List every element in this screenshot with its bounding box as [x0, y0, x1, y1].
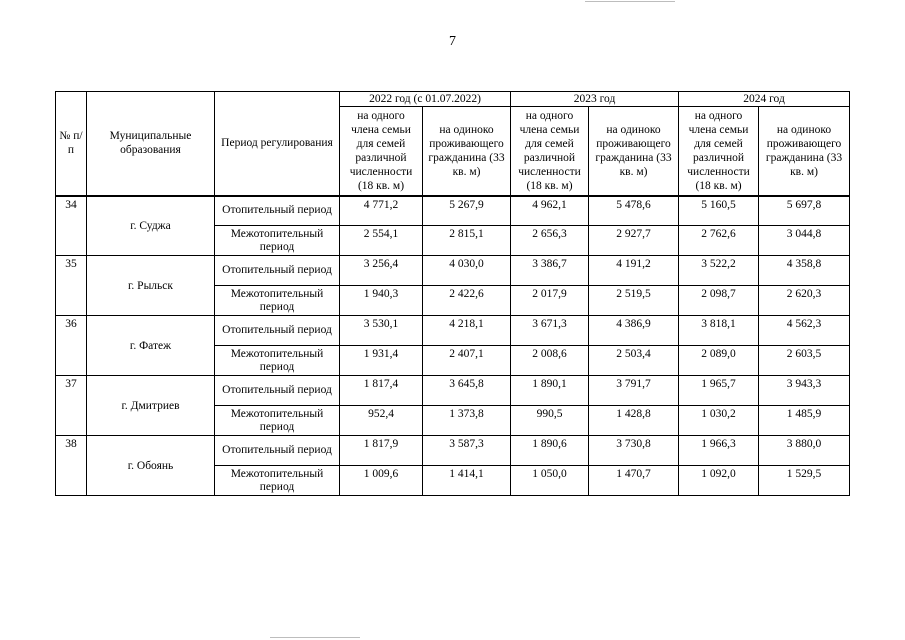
row-period: Отопительный период	[215, 256, 340, 286]
row-municipality: г. Рыльск	[87, 256, 215, 316]
row-value: 2 098,7	[679, 286, 759, 316]
header-municipality: Муниципальные образования	[87, 92, 215, 196]
row-value: 3 671,3	[511, 316, 589, 346]
row-municipality: г. Суджа	[87, 196, 215, 256]
row-value: 5 160,5	[679, 196, 759, 226]
row-period: Межотопительный период	[215, 466, 340, 496]
header-single-citizen-2024: на одиноко проживающего гражданина (33 кв. м)	[759, 107, 850, 196]
row-value: 3 530,1	[340, 316, 423, 346]
row-value: 1 890,1	[511, 376, 589, 406]
row-value: 5 267,9	[423, 196, 511, 226]
row-value: 1 470,7	[589, 466, 679, 496]
row-value: 1 485,9	[759, 406, 850, 436]
row-value: 2 554,1	[340, 226, 423, 256]
row-period: Отопительный период	[215, 376, 340, 406]
table-header	[56, 92, 850, 196]
row-period: Межотопительный период	[215, 406, 340, 436]
header-single-citizen-2023: на одиноко проживающего гражданина (33 кв. м)	[589, 107, 679, 196]
table-body	[56, 196, 850, 496]
row-value: 3 943,3	[759, 376, 850, 406]
row-value: 1 414,1	[423, 466, 511, 496]
row-index: 34	[56, 196, 87, 256]
row-value: 1 009,6	[340, 466, 423, 496]
scan-edge-top	[585, 1, 675, 2]
row-value: 3 791,7	[589, 376, 679, 406]
row-value: 1 890,6	[511, 436, 589, 466]
row-index: 36	[56, 316, 87, 376]
row-value: 3 645,8	[423, 376, 511, 406]
row-value: 4 218,1	[423, 316, 511, 346]
header-year-2024: 2024 год	[679, 92, 850, 107]
row-value: 3 256,4	[340, 256, 423, 286]
row-value: 1 428,8	[589, 406, 679, 436]
row-value: 2 815,1	[423, 226, 511, 256]
row-value: 2 519,5	[589, 286, 679, 316]
row-period: Межотопительный период	[215, 286, 340, 316]
row-index: 37	[56, 376, 87, 436]
row-value: 4 962,1	[511, 196, 589, 226]
row-value: 952,4	[340, 406, 423, 436]
row-period: Отопительный период	[215, 196, 340, 226]
row-value: 4 771,2	[340, 196, 423, 226]
row-value: 1 966,3	[679, 436, 759, 466]
header-family-member-2023: на одного члена семьи для семей различной численности (18 кв. м)	[511, 107, 589, 196]
row-municipality: г. Фатеж	[87, 316, 215, 376]
table-row	[56, 196, 850, 226]
row-value: 4 358,8	[759, 256, 850, 286]
row-value: 4 386,9	[589, 316, 679, 346]
header-single-citizen-2022: на одиноко проживающего гражданина (33 кв. м)	[423, 107, 511, 196]
row-value: 3 522,2	[679, 256, 759, 286]
row-value: 2 620,3	[759, 286, 850, 316]
row-value: 1 030,2	[679, 406, 759, 436]
table-row	[56, 256, 850, 286]
row-value: 2 422,6	[423, 286, 511, 316]
row-municipality: г. Обоянь	[87, 436, 215, 496]
row-value: 5 697,8	[759, 196, 850, 226]
table-row	[56, 376, 850, 406]
row-value: 1 817,4	[340, 376, 423, 406]
row-value: 2 762,6	[679, 226, 759, 256]
table-row	[56, 316, 850, 346]
row-value: 1 965,7	[679, 376, 759, 406]
header-year-2023: 2023 год	[511, 92, 679, 107]
row-value: 2 407,1	[423, 346, 511, 376]
row-value: 1 817,9	[340, 436, 423, 466]
header-period: Период регулирования	[215, 92, 340, 196]
rates-table	[55, 91, 850, 496]
row-period: Отопительный период	[215, 436, 340, 466]
row-value: 2 656,3	[511, 226, 589, 256]
row-value: 1 931,4	[340, 346, 423, 376]
row-period: Отопительный период	[215, 316, 340, 346]
row-index: 35	[56, 256, 87, 316]
header-year-2022: 2022 год (с 01.07.2022)	[340, 92, 511, 107]
row-value: 4 030,0	[423, 256, 511, 286]
scan-edge-bottom	[270, 637, 360, 638]
row-value: 2 503,4	[589, 346, 679, 376]
row-value: 5 478,6	[589, 196, 679, 226]
header-family-member-2024: на одного члена семьи для семей различной численности (18 кв. м)	[679, 107, 759, 196]
row-value: 2 927,7	[589, 226, 679, 256]
row-value: 2 008,6	[511, 346, 589, 376]
row-value: 4 562,3	[759, 316, 850, 346]
page-number: 7	[449, 34, 456, 49]
row-period: Межотопительный период	[215, 226, 340, 256]
row-index: 38	[56, 436, 87, 496]
row-value: 2 603,5	[759, 346, 850, 376]
row-value: 1 529,5	[759, 466, 850, 496]
row-value: 1 373,8	[423, 406, 511, 436]
row-value: 3 044,8	[759, 226, 850, 256]
row-value: 1 940,3	[340, 286, 423, 316]
row-value: 2 089,0	[679, 346, 759, 376]
row-value: 3 880,0	[759, 436, 850, 466]
row-value: 1 050,0	[511, 466, 589, 496]
row-value: 3 386,7	[511, 256, 589, 286]
row-value: 1 092,0	[679, 466, 759, 496]
row-value: 3 587,3	[423, 436, 511, 466]
row-value: 3 818,1	[679, 316, 759, 346]
row-period: Межотопительный период	[215, 346, 340, 376]
header-index: № п/п	[56, 92, 87, 196]
row-value: 2 017,9	[511, 286, 589, 316]
row-value: 990,5	[511, 406, 589, 436]
row-value: 4 191,2	[589, 256, 679, 286]
row-municipality: г. Дмитриев	[87, 376, 215, 436]
table-row	[56, 436, 850, 466]
header-family-member-2022: на одного члена семьи для семей различной численности (18 кв. м)	[340, 107, 423, 196]
row-value: 3 730,8	[589, 436, 679, 466]
